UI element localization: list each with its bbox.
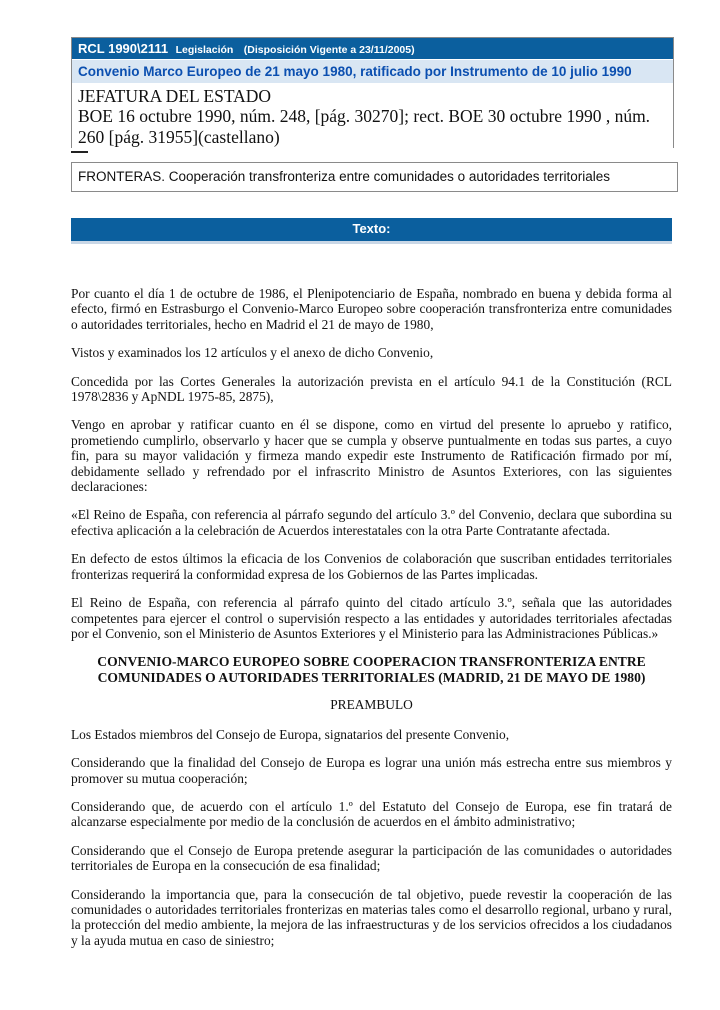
paragraph: «El Reino de España, con referencia al párrafo segundo del artículo 3.º del Convenio, declara que subordina su efectiva aplicación a la celebración de Acuerdos interestatales con la otra Parte Contratante afectada. <box>71 507 672 538</box>
paragraph: El Reino de España, con referencia al párrafo quinto del citado artículo 3.º, señala que las autoridades competentes para ejercer el control o supervisión respecto a las entidades y autoridades territoriales afectadas por el Convenio, son el Ministerio de Asuntos Exteriores y el Ministerio para las Administraciones Públicas.» <box>71 595 672 641</box>
reference-type: Legislación <box>175 44 234 56</box>
paragraph: En defecto de estos últimos la eficacia de los Convenios de colaboración que suscriban entidades territoriales fronterizas requerirá la conformidad expresa de los Gobiernos de las Partes implicadas. <box>71 551 672 582</box>
paragraph: Concedida por las Cortes Generales la autorización prevista en el artículo 94.1 de la Constitución (RCL 1978\2836 y ApNDL 1975-85, 2875), <box>71 373 672 405</box>
reference-status: (Disposición Vigente a 23/11/2005) <box>243 44 415 56</box>
document-body <box>71 286 672 961</box>
boe-reference-line-2: 260 [pág. 31955](castellano) <box>78 127 280 147</box>
reference-bar <box>72 38 673 59</box>
separator-dash <box>71 151 88 153</box>
preamble-title: PREAMBULO <box>330 697 413 713</box>
boe-reference-line-1: BOE 16 octubre 1990, núm. 248, [pág. 30270]; rect. BOE 30 octubre 1990 , núm. <box>78 106 651 126</box>
preamble-paragraph: Considerando la importancia que, para la consecución de tal objetivo, puede revestir la cooperación de las comunidades o autoridades territoriales fronterizas en materias tales como el desarrollo regional, urbano y rural, la protección del medio ambiente, la mejora de las infraestructuras y de los servicios ofrecidos a los ciudadanos y la ayuda mutua en caso de siniestro; <box>71 886 672 948</box>
issuer: JEFATURA DEL ESTADO <box>78 86 272 106</box>
paragraph: Por cuanto el día 1 de octubre de 1986, el Plenipotenciario de España, nombrado en buena y debida forma al efecto, firmó en Estrasburgo el Convenio-Marco Europeo sobre cooperación transfronteriza entre comunidades o autoridades territoriales, hecho en Madrid el 21 de mayo de 1980, <box>71 286 672 332</box>
document-title: Convenio Marco Europeo de 21 mayo 1980, ratificado por Instrumento de 10 julio 1990 <box>72 59 673 83</box>
preamble-paragraph: Considerando que la finalidad del Consejo de Europa es lograr una unión más estrecha entre sus miembros y promover su mutua cooperación; <box>71 755 672 786</box>
preamble-paragraph: Los Estados miembros del Consejo de Europa, signatarios del presente Convenio, <box>71 726 510 742</box>
preamble-paragraph: Considerando que, de acuerdo con el artículo 1.º del Estatuto del Consejo de Europa, ese fin tratará de alcanzarse especialmente por medio de la conclusión de acuerdos en el ámbito administrativo; <box>71 798 672 830</box>
topic-box: FRONTERAS. Cooperación transfronteriza entre comunidades o autoridades territoriales <box>71 162 678 192</box>
paragraph: Vengo en aprobar y ratificar cuanto en él se dispone, como en virtud del presente lo apruebo y ratifico, prometiendo cumplirlo, observarlo y hacer que se cumpla y observe puntualmente en todas sus partes, a cuyo fin, para su mayor validación y firmeza mando expedir este Instrumento de Ratificación firmado por mí, debidamente sellado y refrendado por el infrascrito Ministro de Asuntos Exteriores, con las siguientes declaraciones: <box>71 417 672 495</box>
preamble-paragraph: Considerando que el Consejo de Europa pretende asegurar la participación de las comunidades o autoridades territoriales de Europa en la consecución de esa finalidad; <box>71 842 672 874</box>
document-header <box>71 37 674 148</box>
paragraph: Vistos y examinados los 12 artículos y el anexo de dicho Convenio, <box>71 345 434 361</box>
reference-code: RCL 1990\2111 <box>78 41 169 56</box>
section-label-texto: Texto: <box>71 218 672 244</box>
convention-title: CONVENIO-MARCO EUROPEO SOBRE COOPERACION TRANSFRONTERIZA ENTRE COMUNIDADES O AUTORIDADES TERRITORIALES (MADRID, 21 DE MAYO DE 1980) <box>97 654 646 685</box>
